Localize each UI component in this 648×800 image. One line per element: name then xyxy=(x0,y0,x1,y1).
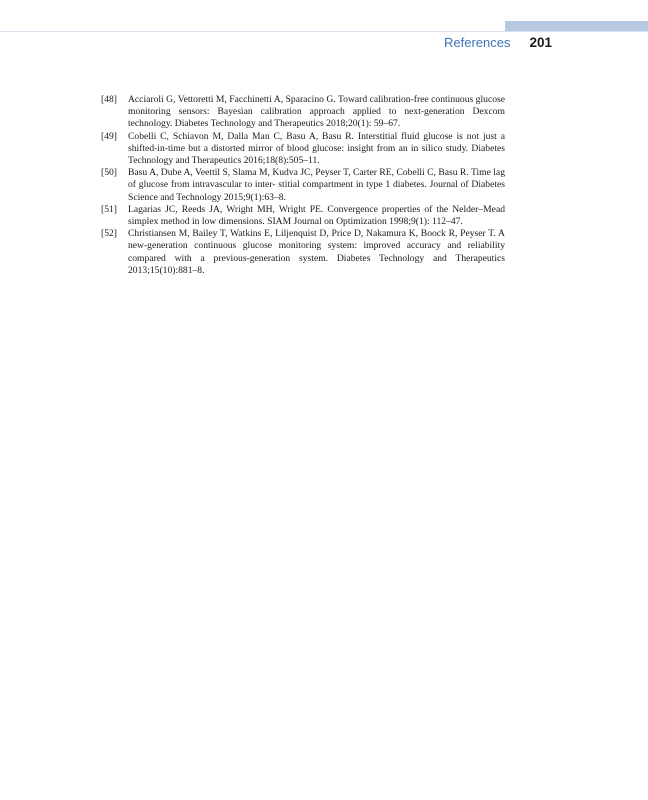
reference-number: [48] xyxy=(101,94,117,105)
reference-list xyxy=(101,94,505,277)
reference-number: [50] xyxy=(101,167,117,179)
header-rule xyxy=(0,31,648,32)
reference-text: Lagarias JC, Reeds JA, Wright MH, Wright PE. Convergence properties of the Nelder–Mead simplex method in low dimensions. SIAM Journal on Optimization 1998;9(1): 112–47. xyxy=(128,203,505,228)
reference-item xyxy=(101,167,505,204)
reference-text: Cobelli C, Schiavon M, Dalla Man C, Basu A, Basu R. Interstitial fluid glucose is not just a shifted-in-time but a distorted mirror of blood glucose: insight from an in silico study. Diabetes Technology and Therapeutics 2016;18(8):505–11. xyxy=(128,130,505,167)
running-head xyxy=(444,35,552,51)
reference-item xyxy=(101,94,505,131)
reference-item xyxy=(101,204,505,228)
reference-item xyxy=(101,131,505,168)
section-title: References xyxy=(443,35,511,50)
reference-text: Christiansen M, Bailey T, Watkins E, Liljenquist D, Price D, Nakamura K, Boock R, Peyser T. A new-generation continuous glucose monitoring system: improved accuracy and reliability compared with a previous-generation system. Diabetes Technology and Therapeutics 2013;15(10):881–8. xyxy=(128,228,505,276)
reference-item xyxy=(101,228,505,277)
page-number: 201 xyxy=(529,35,552,50)
reference-number: [49] xyxy=(101,130,117,142)
header-accent-bar xyxy=(505,21,648,31)
reference-number: [51] xyxy=(101,203,117,215)
reference-text: Basu A, Dube A, Veettil S, Slama M, Kudva JC, Peyser T, Carter RE, Cobelli C, Basu R. Time lag of glucose from intravascular to inter- stitial compartment in type 1 diabetes. Journal of Diabetes Science and Technology 2015;9(1):63–8. xyxy=(128,167,505,203)
reference-number: [52] xyxy=(101,228,117,240)
reference-text: Acciaroli G, Vettoretti M, Facchinetti A, Sparacino G. Toward calibration-free continuous glucose monitoring sensors: Bayesian calibration approach applied to next-generation Dexcom technology. Diabetes Technology and Therapeutics 2018;20(1): 59–67. xyxy=(128,94,505,130)
